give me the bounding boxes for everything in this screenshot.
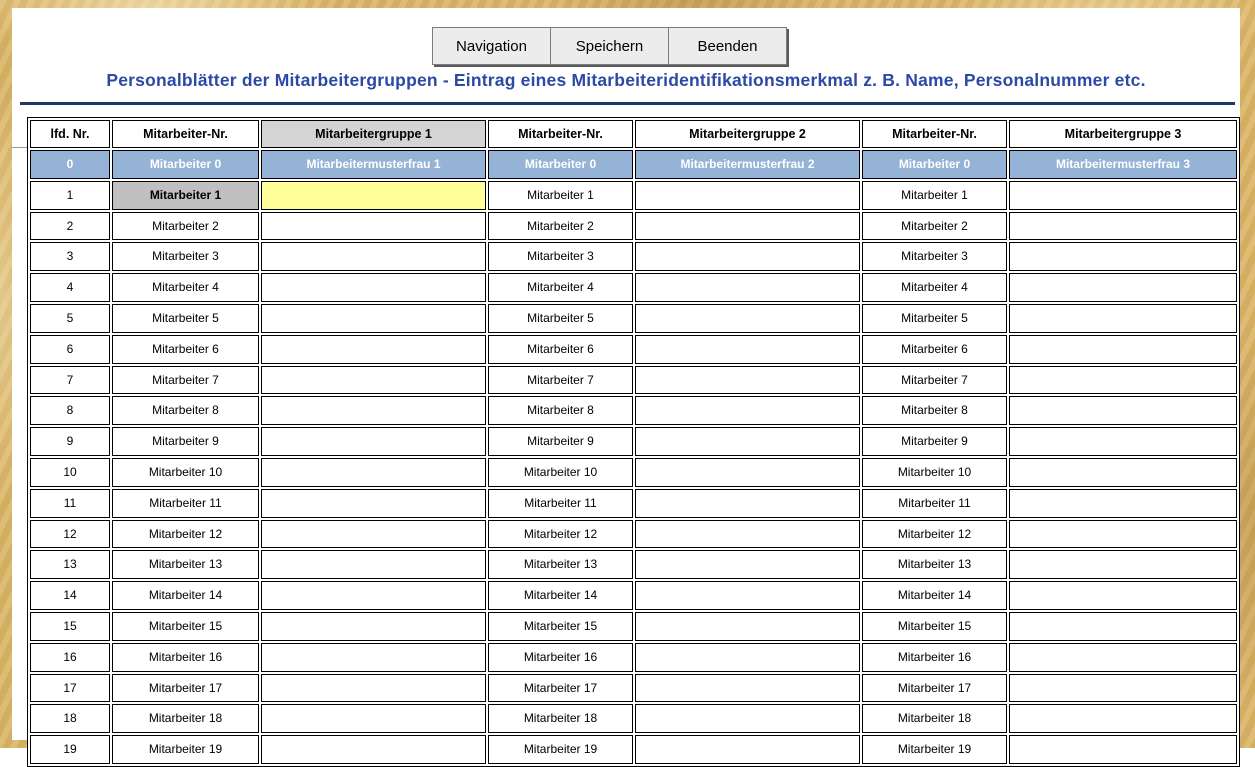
cell[interactable] <box>1009 520 1237 549</box>
cell[interactable] <box>635 612 860 641</box>
cell-lfd-nr[interactable]: 1 <box>30 181 110 210</box>
speichern-button[interactable]: Speichern <box>550 27 669 65</box>
cell[interactable] <box>1009 489 1237 518</box>
cell-lfd-nr[interactable]: 16 <box>30 643 110 672</box>
cell[interactable]: Mitarbeiter 6 <box>488 335 633 364</box>
cell-lfd-nr[interactable]: 11 <box>30 489 110 518</box>
cell[interactable] <box>635 489 860 518</box>
cell[interactable] <box>261 304 486 333</box>
cell[interactable] <box>635 242 860 271</box>
cell-lfd-nr[interactable]: 10 <box>30 458 110 487</box>
cell[interactable] <box>1009 273 1237 302</box>
cell[interactable] <box>1009 612 1237 641</box>
table-row <box>30 273 1237 302</box>
cell[interactable]: Mitarbeiter 0 <box>112 150 259 179</box>
cell[interactable] <box>1009 458 1237 487</box>
cell[interactable]: Mitarbeiter 14 <box>862 581 1007 610</box>
cell[interactable] <box>635 427 860 456</box>
cell[interactable]: Mitarbeiter 13 <box>112 550 259 579</box>
cell[interactable] <box>261 550 486 579</box>
cell[interactable]: Mitarbeiter 9 <box>862 427 1007 456</box>
cell[interactable] <box>635 643 860 672</box>
cell[interactable]: Mitarbeiter 5 <box>488 304 633 333</box>
cell[interactable]: Mitarbeiter 4 <box>862 273 1007 302</box>
cell[interactable] <box>261 643 486 672</box>
cell[interactable]: Mitarbeiter 1 <box>488 181 633 210</box>
column-header[interactable]: Mitarbeiter-Nr. <box>488 120 633 148</box>
table-row <box>30 427 1237 456</box>
table-row <box>30 520 1237 549</box>
cell[interactable] <box>261 396 486 425</box>
table-row <box>30 550 1237 579</box>
cell[interactable]: Mitarbeiter 10 <box>488 458 633 487</box>
cell[interactable] <box>1009 704 1237 733</box>
cell[interactable] <box>635 550 860 579</box>
cell-lfd-nr[interactable]: 2 <box>30 212 110 241</box>
cell[interactable]: Mitarbeiter 7 <box>862 366 1007 395</box>
cell[interactable]: Mitarbeiter 8 <box>112 396 259 425</box>
cell[interactable]: Mitarbeitermusterfrau 1 <box>261 150 486 179</box>
table-row <box>30 458 1237 487</box>
cell[interactable] <box>261 458 486 487</box>
cell[interactable]: Mitarbeiter 6 <box>112 335 259 364</box>
cell[interactable] <box>635 273 860 302</box>
cell[interactable] <box>1009 366 1237 395</box>
cell[interactable]: Mitarbeiter 12 <box>488 520 633 549</box>
cell[interactable] <box>635 735 860 764</box>
cell[interactable]: Mitarbeiter 14 <box>112 581 259 610</box>
cell[interactable] <box>1009 304 1237 333</box>
cell[interactable] <box>261 366 486 395</box>
table-row <box>30 396 1237 425</box>
cell[interactable]: Mitarbeitermusterfrau 3 <box>1009 150 1237 179</box>
table-row <box>30 242 1237 271</box>
cell[interactable] <box>1009 396 1237 425</box>
cell[interactable]: Mitarbeiter 4 <box>488 273 633 302</box>
cell[interactable] <box>1009 550 1237 579</box>
column-header[interactable]: Mitarbeiter-Nr. <box>862 120 1007 148</box>
cell-lfd-nr[interactable]: 3 <box>30 242 110 271</box>
cell[interactable]: Mitarbeiter 7 <box>488 366 633 395</box>
table-row <box>30 304 1237 333</box>
cell-lfd-nr[interactable]: 8 <box>30 396 110 425</box>
cell-lfd-nr[interactable]: 15 <box>30 612 110 641</box>
cell[interactable] <box>635 366 860 395</box>
worksheet-area <box>12 8 1240 757</box>
table-row <box>30 366 1237 395</box>
cell[interactable]: Mitarbeiter 7 <box>112 366 259 395</box>
cell[interactable] <box>261 735 486 764</box>
table-row <box>30 212 1237 241</box>
table-row <box>30 489 1237 518</box>
cell[interactable]: Mitarbeitermusterfrau 2 <box>635 150 860 179</box>
cell[interactable] <box>1009 242 1237 271</box>
cell-lfd-nr[interactable]: 14 <box>30 581 110 610</box>
table-row <box>30 674 1237 703</box>
cell[interactable]: Mitarbeiter 15 <box>112 612 259 641</box>
column-header[interactable]: Mitarbeitergruppe 1 <box>261 120 486 148</box>
cell[interactable] <box>635 520 860 549</box>
cell[interactable]: Mitarbeiter 17 <box>488 674 633 703</box>
table-row <box>30 181 1237 210</box>
cell[interactable]: Mitarbeiter 17 <box>862 674 1007 703</box>
cell[interactable]: Mitarbeiter 10 <box>112 458 259 487</box>
cell[interactable] <box>635 181 860 210</box>
cell[interactable] <box>261 335 486 364</box>
column-header[interactable]: Mitarbeiter-Nr. <box>112 120 259 148</box>
cell[interactable]: Mitarbeiter 19 <box>862 735 1007 764</box>
gridline-left-stub <box>12 147 27 148</box>
cell[interactable]: Mitarbeiter 10 <box>862 458 1007 487</box>
table-row <box>30 735 1237 764</box>
column-header[interactable]: Mitarbeitergruppe 2 <box>635 120 860 148</box>
cell[interactable]: Mitarbeiter 2 <box>862 212 1007 241</box>
cell[interactable]: Mitarbeiter 12 <box>112 520 259 549</box>
cell[interactable] <box>261 489 486 518</box>
cell[interactable]: Mitarbeiter 13 <box>488 550 633 579</box>
cell[interactable] <box>1009 427 1237 456</box>
title-underline <box>20 102 1235 105</box>
cell[interactable]: Mitarbeiter 13 <box>862 550 1007 579</box>
cell-lfd-nr[interactable]: 9 <box>30 427 110 456</box>
cell-lfd-nr[interactable]: 18 <box>30 704 110 733</box>
cell[interactable]: Mitarbeiter 12 <box>862 520 1007 549</box>
cell[interactable]: Mitarbeiter 14 <box>488 581 633 610</box>
cell[interactable]: Mitarbeiter 0 <box>488 150 633 179</box>
cell[interactable]: Mitarbeiter 5 <box>862 304 1007 333</box>
cell[interactable] <box>261 520 486 549</box>
cell-lfd-nr[interactable]: 4 <box>30 273 110 302</box>
cell-lfd-nr[interactable]: 7 <box>30 366 110 395</box>
cell-lfd-nr[interactable]: 17 <box>30 674 110 703</box>
cell-lfd-nr[interactable]: 13 <box>30 550 110 579</box>
cell-lfd-nr[interactable]: 19 <box>30 735 110 764</box>
cell[interactable]: Mitarbeiter 3 <box>862 242 1007 271</box>
personnel-table <box>27 117 1240 767</box>
page-title: Personalblätter der Mitarbeitergruppen - Eintrag eines Mitarbeiteridentifikationsmerkmal z. B. Name, Personalnummer etc. <box>106 70 1146 90</box>
active-input-cell[interactable] <box>261 181 486 210</box>
table-row <box>30 612 1237 641</box>
cell[interactable]: Mitarbeiter 16 <box>112 643 259 672</box>
column-header[interactable]: lfd. Nr. <box>30 120 110 148</box>
selected-cell[interactable]: Mitarbeiter 1 <box>112 181 259 210</box>
cell[interactable]: Mitarbeiter 2 <box>488 212 633 241</box>
cell[interactable] <box>635 212 860 241</box>
cell[interactable] <box>1009 735 1237 764</box>
cell[interactable] <box>635 674 860 703</box>
cell[interactable] <box>261 273 486 302</box>
cell[interactable]: Mitarbeiter 0 <box>862 150 1007 179</box>
cell[interactable] <box>1009 674 1237 703</box>
cell[interactable] <box>261 427 486 456</box>
cell[interactable] <box>261 242 486 271</box>
cell[interactable]: Mitarbeiter 15 <box>488 612 633 641</box>
cell[interactable]: Mitarbeiter 16 <box>488 643 633 672</box>
cell[interactable]: Mitarbeiter 15 <box>862 612 1007 641</box>
cell[interactable] <box>1009 581 1237 610</box>
table-row <box>30 335 1237 364</box>
cell-lfd-nr[interactable]: 12 <box>30 520 110 549</box>
cell[interactable]: Mitarbeiter 3 <box>488 242 633 271</box>
cell[interactable]: Mitarbeiter 11 <box>112 489 259 518</box>
cell[interactable]: Mitarbeiter 18 <box>862 704 1007 733</box>
cell[interactable]: Mitarbeiter 17 <box>112 674 259 703</box>
cell[interactable] <box>1009 212 1237 241</box>
cell[interactable] <box>635 458 860 487</box>
navigation-button[interactable]: Navigation <box>432 27 551 65</box>
cell[interactable]: Mitarbeiter 6 <box>862 335 1007 364</box>
table-header-row <box>30 120 1237 148</box>
cell[interactable] <box>635 396 860 425</box>
cell[interactable] <box>635 304 860 333</box>
cell[interactable]: Mitarbeiter 3 <box>112 242 259 271</box>
cell[interactable] <box>261 674 486 703</box>
cell[interactable] <box>1009 335 1237 364</box>
sample-row <box>30 150 1237 179</box>
cell[interactable] <box>261 704 486 733</box>
cell[interactable] <box>261 212 486 241</box>
cell[interactable]: Mitarbeiter 9 <box>112 427 259 456</box>
cell[interactable]: Mitarbeiter 8 <box>488 396 633 425</box>
cell[interactable]: Mitarbeiter 5 <box>112 304 259 333</box>
cell[interactable]: Mitarbeiter 11 <box>488 489 633 518</box>
cell[interactable]: Mitarbeiter 2 <box>112 212 259 241</box>
cell[interactable] <box>1009 643 1237 672</box>
toolbar <box>432 27 787 65</box>
cell[interactable]: Mitarbeiter 19 <box>488 735 633 764</box>
cell[interactable] <box>261 581 486 610</box>
table-row <box>30 643 1237 672</box>
cell-lfd-nr[interactable]: 5 <box>30 304 110 333</box>
table-row <box>30 581 1237 610</box>
cell[interactable] <box>635 581 860 610</box>
cell[interactable] <box>1009 181 1237 210</box>
cell[interactable]: Mitarbeiter 8 <box>862 396 1007 425</box>
cell[interactable] <box>261 612 486 641</box>
cell[interactable]: Mitarbeiter 11 <box>862 489 1007 518</box>
cell[interactable]: Mitarbeiter 18 <box>112 704 259 733</box>
cell[interactable]: Mitarbeiter 9 <box>488 427 633 456</box>
cell-lfd-nr[interactable]: 0 <box>30 150 110 179</box>
beenden-button[interactable]: Beenden <box>668 27 787 65</box>
cell[interactable] <box>635 704 860 733</box>
cell[interactable]: Mitarbeiter 19 <box>112 735 259 764</box>
cell[interactable]: Mitarbeiter 16 <box>862 643 1007 672</box>
cell-lfd-nr[interactable]: 6 <box>30 335 110 364</box>
cell[interactable]: Mitarbeiter 18 <box>488 704 633 733</box>
cell[interactable]: Mitarbeiter 4 <box>112 273 259 302</box>
cell[interactable]: Mitarbeiter 1 <box>862 181 1007 210</box>
cell[interactable] <box>635 335 860 364</box>
table-row <box>30 704 1237 733</box>
column-header[interactable]: Mitarbeitergruppe 3 <box>1009 120 1237 148</box>
